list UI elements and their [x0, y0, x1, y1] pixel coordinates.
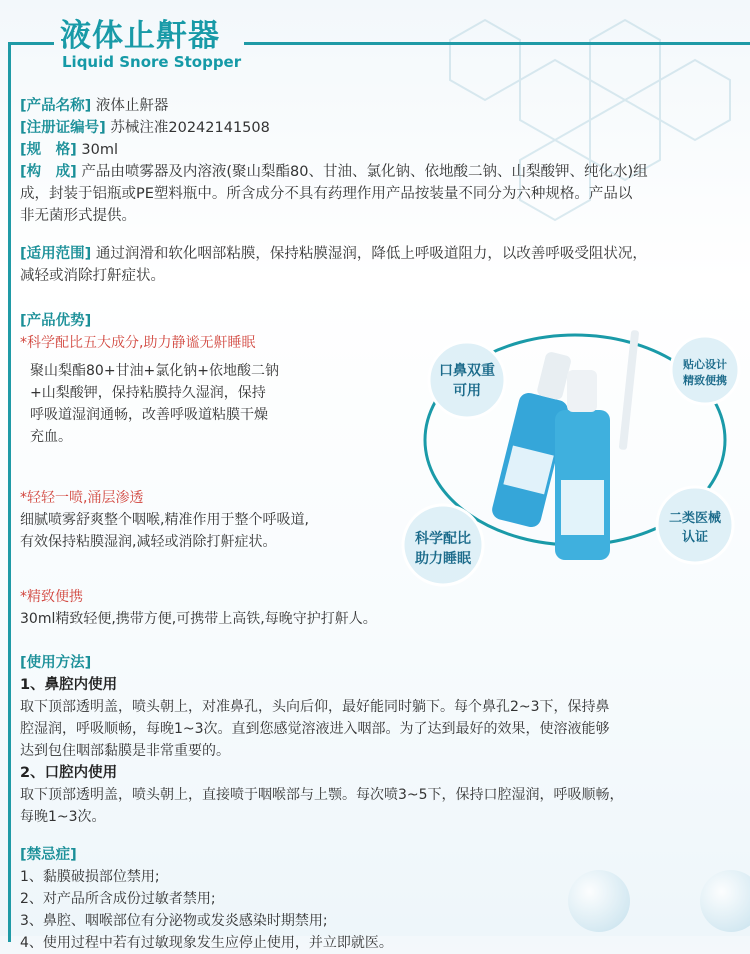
product-diagram	[395, 300, 745, 590]
advantage-2-title: *轻轻一喷,涌层渗透	[20, 490, 144, 506]
scope-row	[20, 243, 732, 265]
advantage-2-line: 有效保持粘膜湿润,减轻或消除打鼾症状。	[20, 534, 277, 550]
page-subtitle: Liquid Snore Stopper	[62, 53, 242, 71]
bubble-certification-line1: 二类医械	[668, 511, 722, 526]
contraindication-item: 1、黏膜破损部位禁用;	[20, 869, 160, 885]
page-title: 液体止鼾器	[60, 18, 220, 54]
bubble-dual-use-line1: 口鼻双重	[439, 363, 495, 379]
usage-section	[20, 652, 732, 828]
usage-label: [使用方法]	[20, 655, 92, 671]
product-name-row	[20, 95, 732, 117]
nasal-use-title: 1、鼻腔内使用	[20, 677, 118, 693]
scope-label: [适用范围]	[20, 246, 92, 262]
bubble-formula	[403, 505, 483, 585]
composition-row	[20, 161, 732, 183]
advantage-3	[20, 586, 732, 630]
advantages-label: [产品优势]	[20, 313, 92, 329]
nasal-use-line: 腔湿润，呼吸顺畅，每晚1~3次。直到您感觉溶液进入咽部。为了达到最好的效果，使溶液能够	[20, 721, 610, 737]
spec-row	[20, 139, 732, 161]
advantage-3-title: *精致便携	[20, 589, 83, 605]
advantage-1-line: 呼吸道湿润通畅，改善呼吸道粘膜干燥	[30, 407, 268, 423]
header-rule-left	[8, 42, 54, 45]
nasal-use-line: 取下顶部透明盖，喷头朝上，对准鼻孔，头向后仰，最好能同时躺下。每个鼻孔2~3下，保持鼻	[20, 699, 610, 715]
bubble-certification-line2: 认证	[681, 530, 709, 545]
registration-label: [注册证编号]	[20, 120, 106, 136]
registration-row	[20, 117, 732, 139]
bubble-dual-use-line2: 可用	[453, 383, 481, 399]
bubble-portable-line2: 精致便携	[683, 374, 727, 387]
advantage-1-body	[20, 354, 390, 448]
advantage-1-line: 充血。	[30, 429, 72, 445]
registration-value: 苏械注准20242141508	[110, 120, 270, 136]
left-accent-line	[8, 42, 11, 942]
oral-use-title: 2、口腔内使用	[20, 765, 118, 781]
oral-use-line: 每晚1~3次。	[20, 809, 106, 825]
scope-text-2: 减轻或消除打鼾症状。	[20, 268, 165, 284]
oral-use-line: 取下顶部透明盖，喷头朝上，直接喷于咽喉部与上颚。每次喷3~5下，保持口腔湿润，呼吸顺畅，	[20, 787, 624, 803]
bubble-portable	[671, 336, 739, 404]
product-name-label: [产品名称]	[20, 98, 92, 114]
contraindications-label: [禁忌症]	[20, 847, 77, 863]
advantage-1-line: +山梨酸钾，保持粘膜持久湿润，保持	[30, 385, 266, 401]
product-name-value: 液体止鼾器	[95, 98, 169, 114]
advantage-3-line: 30ml精致轻便,携带方便,可携带上高铁,每晚守护打鼾人。	[20, 611, 377, 627]
contraindication-item: 3、鼻腔、咽喉部位有分泌物或发炎感染时期禁用;	[20, 913, 328, 929]
scope-text-1: 通过润滑和软化咽部粘膜，保持粘膜湿润，降低上呼吸道阻力，以改善呼吸受阻状况，	[95, 246, 647, 262]
contraindication-item: 4、使用过程中若有过敏现象发生应停止使用，并立即就医。	[20, 935, 393, 951]
scope-section	[20, 243, 732, 287]
composition-label: [构 成]	[20, 164, 77, 180]
heartbeat-icon	[568, 870, 630, 932]
composition-text-2: 成，封装于铝瓶或PE塑料瓶中。所含成分不具有药理作用产品按装量不同分为六种规格。产品以	[20, 186, 633, 202]
advantage-2	[20, 487, 390, 553]
nasal-use-line: 达到包住咽部黏膜是非常重要的。	[20, 743, 230, 759]
advantage-1-line: 聚山梨酯80+甘油+氯化钠+依地酸二钠	[30, 363, 280, 379]
bubble-certification	[657, 487, 733, 563]
header-rule-right	[244, 42, 750, 45]
advantage-2-line: 细腻喷雾舒爽整个咽喉,精准作用于整个呼吸道,	[20, 512, 309, 528]
contraindication-item: 2、对产品所含成份过敏者禁用;	[20, 891, 216, 907]
bubble-portable-line1: 贴心设计	[683, 358, 727, 371]
bubble-formula-line1: 科学配比	[415, 531, 471, 547]
composition-text-1: 产品由喷雾器及内溶液(聚山梨酯80、甘油、氯化钠、依地酸二钠、山梨酸钾、纯化水)组	[81, 164, 648, 180]
spec-label: [规 格]	[20, 142, 77, 158]
bubble-formula-line2: 助力睡眠	[415, 551, 471, 567]
composition-text-3: 非无菌形式提供。	[20, 208, 136, 224]
spec-value: 30ml	[81, 142, 118, 158]
advantages-section	[20, 310, 390, 448]
advantage-1-title: *科学配比五大成分,助力静谧无鼾睡眠	[20, 335, 256, 351]
product-info	[20, 95, 732, 227]
bubble-dual-use	[429, 342, 505, 418]
